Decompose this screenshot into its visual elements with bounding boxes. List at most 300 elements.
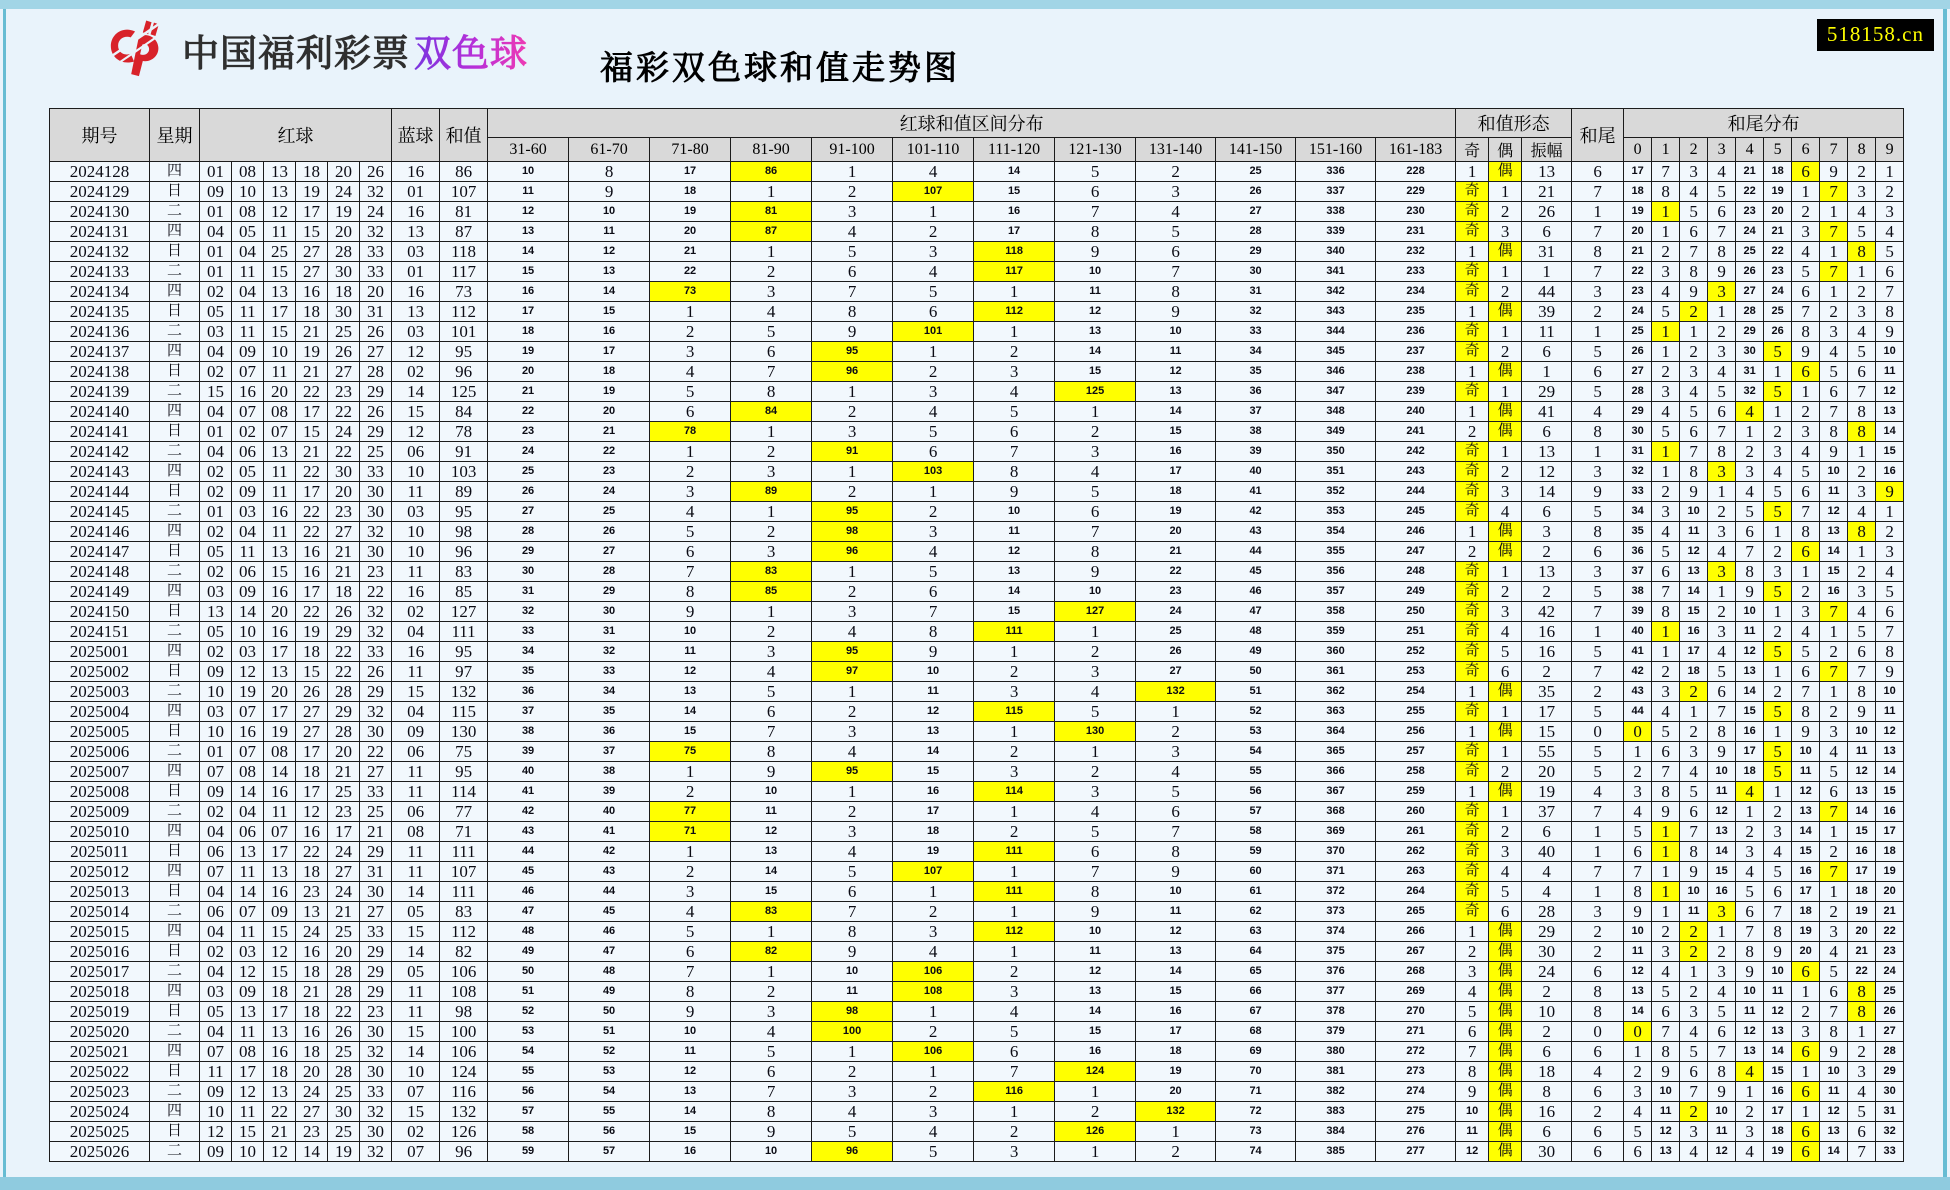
week-cell: 日 <box>150 842 200 862</box>
range-dist-cell: 4 <box>650 362 731 382</box>
red-ball: 18 <box>328 282 360 302</box>
range-dist-cell: 18 <box>893 822 974 842</box>
tail-dist-cell: 5 <box>1708 662 1736 682</box>
odd-cell: 奇 <box>1456 882 1489 902</box>
even-cell: 偶 <box>1489 302 1522 322</box>
tail-dist-cell: 7 <box>1820 262 1848 282</box>
range-dist-cell: 8 <box>1055 542 1136 562</box>
tail-cell: 7 <box>1572 182 1624 202</box>
range-dist-cell: 58 <box>1216 822 1296 842</box>
even-cell: 偶 <box>1489 402 1522 422</box>
range-dist-cell: 53 <box>569 1062 650 1082</box>
range-dist-cell: 2 <box>731 262 812 282</box>
tail-dist-cell: 15 <box>1680 602 1708 622</box>
red-ball: 30 <box>360 542 392 562</box>
tail-dist-cell: 9 <box>1652 802 1680 822</box>
tail-dist-cell: 4 <box>1792 442 1820 462</box>
issue-cell: 2025008 <box>50 782 150 802</box>
tail-dist-cell: 2 <box>1624 1062 1652 1082</box>
range-dist-cell: 13 <box>974 562 1055 582</box>
issue-cell: 2025011 <box>50 842 150 862</box>
range-dist-cell: 258 <box>1376 762 1456 782</box>
range-dist-cell: 12 <box>1055 302 1136 322</box>
range-dist-cell: 22 <box>1136 562 1216 582</box>
red-ball: 25 <box>328 922 360 942</box>
odd-cell: 奇 <box>1456 902 1489 922</box>
tail-cell: 1 <box>1572 322 1624 342</box>
tail-dist-cell: 1 <box>1848 262 1876 282</box>
even-cell: 1 <box>1489 382 1522 402</box>
tail-dist-cell: 3 <box>1820 722 1848 742</box>
table-row <box>50 262 1904 282</box>
tail-cell: 8 <box>1572 422 1624 442</box>
range-header: 111-120 <box>974 138 1055 162</box>
range-dist-cell: 248 <box>1376 562 1456 582</box>
range-dist-cell: 7 <box>1055 522 1136 542</box>
amplitude-cell: 29 <box>1522 922 1572 942</box>
tail-dist-cell: 23 <box>1764 262 1792 282</box>
red-ball: 33 <box>360 782 392 802</box>
range-dist-cell: 2 <box>812 1062 893 1082</box>
odd-cell: 1 <box>1456 722 1489 742</box>
tail-dist-cell: 8 <box>1764 922 1792 942</box>
tail-dist-cell: 4 <box>1652 962 1680 982</box>
brand-org-label: 中国福利彩票 <box>182 32 410 74</box>
range-dist-cell: 243 <box>1376 462 1456 482</box>
tail-dist-cell: 4 <box>1736 1062 1764 1082</box>
range-dist-cell: 231 <box>1376 222 1456 242</box>
range-dist-cell: 96 <box>812 542 893 562</box>
range-dist-cell: 5 <box>650 922 731 942</box>
range-dist-cell: 273 <box>1376 1062 1456 1082</box>
tail-cell: 6 <box>1572 1042 1624 1062</box>
tail-dist-cell: 6 <box>1792 1042 1820 1062</box>
tail-dist-cell: 2 <box>1652 662 1680 682</box>
red-ball: 16 <box>264 502 296 522</box>
tail-dist-cell: 1 <box>1680 702 1708 722</box>
tail-dist-cell: 2 <box>1652 242 1680 262</box>
tail-dist-cell: 1 <box>1820 242 1848 262</box>
issue-cell: 2024144 <box>50 482 150 502</box>
range-dist-cell: 17 <box>488 302 569 322</box>
amplitude-cell: 1 <box>1522 362 1572 382</box>
range-header: 161-183 <box>1376 138 1456 162</box>
tail-cell: 8 <box>1572 1002 1624 1022</box>
range-dist-cell: 2 <box>1055 762 1136 782</box>
range-dist-cell: 5 <box>812 1122 893 1142</box>
range-dist-cell: 50 <box>1216 662 1296 682</box>
range-dist-cell: 2 <box>731 442 812 462</box>
range-dist-cell: 11 <box>974 522 1055 542</box>
range-dist-cell: 355 <box>1296 542 1376 562</box>
red-ball: 07 <box>200 762 232 782</box>
even-cell: 3 <box>1489 482 1522 502</box>
site-watermark-link[interactable]: 518158.cn <box>1817 19 1934 51</box>
amplitude-cell: 11 <box>1522 322 1572 342</box>
range-dist-cell: 342 <box>1296 282 1376 302</box>
table-row <box>50 502 1904 522</box>
range-dist-cell: 14 <box>650 702 731 722</box>
range-dist-cell: 249 <box>1376 582 1456 602</box>
red-ball: 32 <box>360 182 392 202</box>
red-ball: 18 <box>296 302 328 322</box>
tail-dist-cell: 11 <box>1736 1002 1764 1022</box>
tail-dist-cell: 6 <box>1680 422 1708 442</box>
range-dist-cell: 246 <box>1376 522 1456 542</box>
range-dist-cell: 41 <box>569 822 650 842</box>
red-ball: 18 <box>296 762 328 782</box>
red-ball: 28 <box>328 682 360 702</box>
tail-dist-cell: 8 <box>1736 562 1764 582</box>
tail-dist-cell: 18 <box>1624 182 1652 202</box>
range-dist-cell: 49 <box>569 982 650 1002</box>
even-cell: 偶 <box>1489 1102 1522 1122</box>
tail-dist-cell: 3 <box>1876 202 1904 222</box>
range-dist-cell: 47 <box>569 942 650 962</box>
red-ball: 30 <box>360 1022 392 1042</box>
tail-dist-cell: 39 <box>1624 602 1652 622</box>
range-dist-cell: 379 <box>1296 1022 1376 1042</box>
blue-ball: 02 <box>392 362 440 382</box>
tail-dist-cell: 3 <box>1792 602 1820 622</box>
issue-cell: 2025004 <box>50 702 150 722</box>
tail-dist-cell: 9 <box>1708 262 1736 282</box>
red-ball: 11 <box>264 482 296 502</box>
tail-dist-cell: 1 <box>1736 422 1764 442</box>
range-header: 31-60 <box>488 138 569 162</box>
tail-dist-cell: 19 <box>1624 202 1652 222</box>
range-dist-cell: 31 <box>488 582 569 602</box>
tail-dist-cell: 2 <box>1848 162 1876 182</box>
range-dist-cell: 4 <box>812 622 893 642</box>
range-dist-cell: 11 <box>650 1042 731 1062</box>
red-ball: 19 <box>264 722 296 742</box>
issue-cell: 2024151 <box>50 622 150 642</box>
tail-dist-cell: 4 <box>1764 842 1792 862</box>
tail-dist-cell: 4 <box>1708 362 1736 382</box>
even-cell: 3 <box>1489 842 1522 862</box>
red-ball: 15 <box>296 422 328 442</box>
range-dist-cell: 6 <box>1136 802 1216 822</box>
range-dist-cell: 239 <box>1376 382 1456 402</box>
blue-ball: 11 <box>392 562 440 582</box>
table-row <box>50 602 1904 622</box>
range-dist-cell: 11 <box>1055 942 1136 962</box>
blue-ball: 02 <box>392 602 440 622</box>
red-ball: 04 <box>232 242 264 262</box>
range-dist-cell: 9 <box>812 322 893 342</box>
range-dist-cell: 117 <box>974 262 1055 282</box>
table-row <box>50 682 1904 702</box>
issue-cell: 2025024 <box>50 1102 150 1122</box>
tail-dist-cell: 1 <box>1792 182 1820 202</box>
range-dist-cell: 43 <box>488 822 569 842</box>
table-row <box>50 202 1904 222</box>
range-dist-cell: 3 <box>812 1082 893 1102</box>
range-dist-cell: 40 <box>1216 462 1296 482</box>
red-ball: 30 <box>360 502 392 522</box>
tail-dist-cell: 1 <box>1848 542 1876 562</box>
range-dist-cell: 373 <box>1296 902 1376 922</box>
range-dist-cell: 13 <box>488 222 569 242</box>
odd-cell: 奇 <box>1456 562 1489 582</box>
even-cell: 1 <box>1489 702 1522 722</box>
range-dist-cell: 277 <box>1376 1142 1456 1162</box>
red-ball: 30 <box>328 1102 360 1122</box>
sum-cell: 86 <box>440 162 488 182</box>
range-dist-cell: 28 <box>488 522 569 542</box>
tail-cell: 5 <box>1572 502 1624 522</box>
red-ball: 24 <box>360 202 392 222</box>
tail-dist-cell: 7 <box>1876 282 1904 302</box>
tail-cell: 5 <box>1572 762 1624 782</box>
range-dist-cell: 47 <box>1216 602 1296 622</box>
range-dist-cell: 41 <box>488 782 569 802</box>
even-cell: 2 <box>1489 282 1522 302</box>
amplitude-cell: 2 <box>1522 582 1572 602</box>
tail-dist-cell: 2 <box>1848 462 1876 482</box>
blue-ball: 11 <box>392 862 440 882</box>
week-cell: 四 <box>150 982 200 1002</box>
red-ball: 10 <box>200 682 232 702</box>
blue-ball: 16 <box>392 282 440 302</box>
week-cell: 二 <box>150 962 200 982</box>
red-ball: 02 <box>200 462 232 482</box>
red-ball: 29 <box>328 622 360 642</box>
col-header-blue: 蓝球 <box>392 109 440 162</box>
range-dist-cell: 339 <box>1296 222 1376 242</box>
table-row <box>50 1122 1904 1142</box>
odd-cell: 2 <box>1456 542 1489 562</box>
tail-dist-cell: 6 <box>1736 522 1764 542</box>
range-dist-cell: 2 <box>812 582 893 602</box>
red-ball: 21 <box>296 322 328 342</box>
sum-cell: 106 <box>440 962 488 982</box>
red-ball: 19 <box>328 202 360 222</box>
tail-dist-cell: 1 <box>1652 882 1680 902</box>
red-ball: 18 <box>296 862 328 882</box>
tail-dist-cell: 2 <box>1792 1002 1820 1022</box>
tail-dist-cell: 3 <box>1652 682 1680 702</box>
range-dist-cell: 5 <box>731 1042 812 1062</box>
red-ball: 15 <box>264 562 296 582</box>
range-dist-cell: 3 <box>731 462 812 482</box>
issue-cell: 2024133 <box>50 262 150 282</box>
red-ball: 11 <box>264 462 296 482</box>
range-dist-cell: 29 <box>1216 242 1296 262</box>
tail-dist-cell: 5 <box>1876 582 1904 602</box>
range-dist-cell: 39 <box>569 782 650 802</box>
range-dist-cell: 7 <box>1055 202 1136 222</box>
range-dist-cell: 91 <box>812 442 893 462</box>
tail-dist-cell: 4 <box>1736 482 1764 502</box>
range-dist-cell: 262 <box>1376 842 1456 862</box>
tail-dist-cell: 2 <box>1764 542 1792 562</box>
red-ball: 15 <box>264 262 296 282</box>
tail-dist-cell: 15 <box>1764 1062 1792 1082</box>
tail-dist-cell: 6 <box>1736 902 1764 922</box>
tail-dist-cell: 3 <box>1708 962 1736 982</box>
red-ball: 27 <box>360 902 392 922</box>
tail-dist-cell: 14 <box>1876 422 1904 442</box>
even-cell: 偶 <box>1489 942 1522 962</box>
red-ball: 11 <box>232 262 264 282</box>
range-dist-cell: 36 <box>569 722 650 742</box>
tail-dist-cell: 4 <box>1652 402 1680 422</box>
red-ball: 02 <box>200 482 232 502</box>
range-dist-cell: 230 <box>1376 202 1456 222</box>
amplitude-cell: 30 <box>1522 942 1572 962</box>
range-dist-cell: 240 <box>1376 402 1456 422</box>
tail-dist-cell: 1 <box>1820 882 1848 902</box>
range-dist-cell: 4 <box>650 902 731 922</box>
tail-dist-cell: 2 <box>1736 822 1764 842</box>
week-cell: 日 <box>150 722 200 742</box>
even-cell: 5 <box>1489 642 1522 662</box>
red-ball: 17 <box>296 402 328 422</box>
red-ball: 23 <box>328 802 360 822</box>
red-ball: 19 <box>328 1142 360 1162</box>
range-dist-cell: 344 <box>1296 322 1376 342</box>
tail-dist-cell: 2 <box>1652 362 1680 382</box>
issue-cell: 2024131 <box>50 222 150 242</box>
tail-dist-cell: 3 <box>1680 742 1708 762</box>
range-dist-cell: 371 <box>1296 862 1376 882</box>
range-dist-cell: 7 <box>812 282 893 302</box>
red-ball: 13 <box>264 182 296 202</box>
range-dist-cell: 49 <box>488 942 569 962</box>
week-cell: 四 <box>150 582 200 602</box>
range-dist-cell: 362 <box>1296 682 1376 702</box>
week-cell: 日 <box>150 662 200 682</box>
range-dist-cell: 27 <box>488 502 569 522</box>
week-cell: 二 <box>150 1082 200 1102</box>
range-dist-cell: 1 <box>731 602 812 622</box>
red-ball: 28 <box>328 722 360 742</box>
tail-dist-cell: 8 <box>1848 982 1876 1002</box>
blue-ball: 14 <box>392 382 440 402</box>
tail-header: 6 <box>1792 138 1820 162</box>
range-header: 71-80 <box>650 138 731 162</box>
tail-cell: 2 <box>1572 1102 1624 1122</box>
range-dist-cell: 100 <box>812 1022 893 1042</box>
red-ball: 29 <box>360 942 392 962</box>
range-dist-cell: 12 <box>488 202 569 222</box>
range-dist-cell: 13 <box>1136 942 1216 962</box>
amplitude-cell: 16 <box>1522 642 1572 662</box>
tail-dist-cell: 19 <box>1764 1142 1792 1162</box>
range-dist-cell: 8 <box>1136 842 1216 862</box>
tail-dist-cell: 10 <box>1652 1082 1680 1102</box>
sum-cell: 112 <box>440 922 488 942</box>
range-dist-cell: 85 <box>731 582 812 602</box>
tail-dist-cell: 2 <box>1680 682 1708 702</box>
range-dist-cell: 61 <box>1216 882 1296 902</box>
blue-ball: 11 <box>392 782 440 802</box>
range-dist-cell: 11 <box>650 642 731 662</box>
range-dist-cell: 2 <box>893 902 974 922</box>
tail-dist-cell: 1 <box>1652 822 1680 842</box>
range-dist-cell: 67 <box>1216 1002 1296 1022</box>
range-dist-cell: 10 <box>1136 882 1216 902</box>
red-ball: 16 <box>232 382 264 402</box>
sum-cell: 78 <box>440 422 488 442</box>
tail-dist-cell: 5 <box>1820 362 1848 382</box>
tail-dist-cell: 7 <box>1820 1002 1848 1022</box>
red-ball: 10 <box>232 182 264 202</box>
tail-dist-cell: 4 <box>1652 282 1680 302</box>
sum-cell: 101 <box>440 322 488 342</box>
range-dist-cell: 77 <box>650 802 731 822</box>
red-ball: 32 <box>360 1102 392 1122</box>
tail-dist-cell: 7 <box>1624 862 1652 882</box>
tail-dist-cell: 6 <box>1708 1022 1736 1042</box>
tail-dist-cell: 7 <box>1708 422 1736 442</box>
range-dist-cell: 16 <box>650 1142 731 1162</box>
tail-dist-cell: 5 <box>1764 502 1792 522</box>
range-dist-cell: 255 <box>1376 702 1456 722</box>
tail-dist-cell: 1 <box>1820 202 1848 222</box>
tail-dist-cell: 12 <box>1876 382 1904 402</box>
range-dist-cell: 20 <box>1136 522 1216 542</box>
issue-cell: 2024148 <box>50 562 150 582</box>
red-ball: 12 <box>200 1122 232 1142</box>
tail-dist-cell: 23 <box>1876 942 1904 962</box>
tail-dist-cell: 27 <box>1624 362 1652 382</box>
tail-dist-cell: 3 <box>1792 222 1820 242</box>
tail-cell: 5 <box>1572 582 1624 602</box>
tail-dist-cell: 20 <box>1764 202 1792 222</box>
range-dist-cell: 26 <box>1136 642 1216 662</box>
tail-dist-cell: 8 <box>1680 842 1708 862</box>
range-dist-cell: 8 <box>893 622 974 642</box>
range-dist-cell: 2 <box>974 962 1055 982</box>
tail-dist-cell: 2 <box>1792 402 1820 422</box>
range-dist-cell: 369 <box>1296 822 1376 842</box>
tail-dist-cell: 1 <box>1652 862 1680 882</box>
range-dist-cell: 374 <box>1296 922 1376 942</box>
range-dist-cell: 64 <box>1216 942 1296 962</box>
tail-dist-cell: 14 <box>1680 582 1708 602</box>
red-ball: 30 <box>328 302 360 322</box>
tail-dist-cell: 11 <box>1820 1082 1848 1102</box>
tail-dist-cell: 17 <box>1848 862 1876 882</box>
tail-dist-cell: 6 <box>1652 562 1680 582</box>
tail-dist-cell: 3 <box>1708 522 1736 542</box>
range-dist-cell: 235 <box>1376 302 1456 322</box>
range-dist-cell: 30 <box>488 562 569 582</box>
red-ball: 09 <box>232 482 264 502</box>
red-ball: 22 <box>360 742 392 762</box>
range-dist-cell: 6 <box>812 882 893 902</box>
tail-dist-cell: 5 <box>1848 342 1876 362</box>
range-dist-cell: 55 <box>569 1102 650 1122</box>
even-cell: 偶 <box>1489 722 1522 742</box>
tail-dist-cell: 9 <box>1820 442 1848 462</box>
tail-dist-cell: 7 <box>1736 922 1764 942</box>
range-dist-cell: 21 <box>569 422 650 442</box>
red-ball: 10 <box>200 722 232 742</box>
even-cell: 6 <box>1489 662 1522 682</box>
issue-cell: 2025022 <box>50 1062 150 1082</box>
odd-cell: 7 <box>1456 1042 1489 1062</box>
red-ball: 30 <box>360 722 392 742</box>
week-cell: 日 <box>150 302 200 322</box>
tail-cell: 7 <box>1572 602 1624 622</box>
tail-dist-cell: 10 <box>1820 462 1848 482</box>
red-ball: 11 <box>232 542 264 562</box>
range-dist-cell: 38 <box>569 762 650 782</box>
